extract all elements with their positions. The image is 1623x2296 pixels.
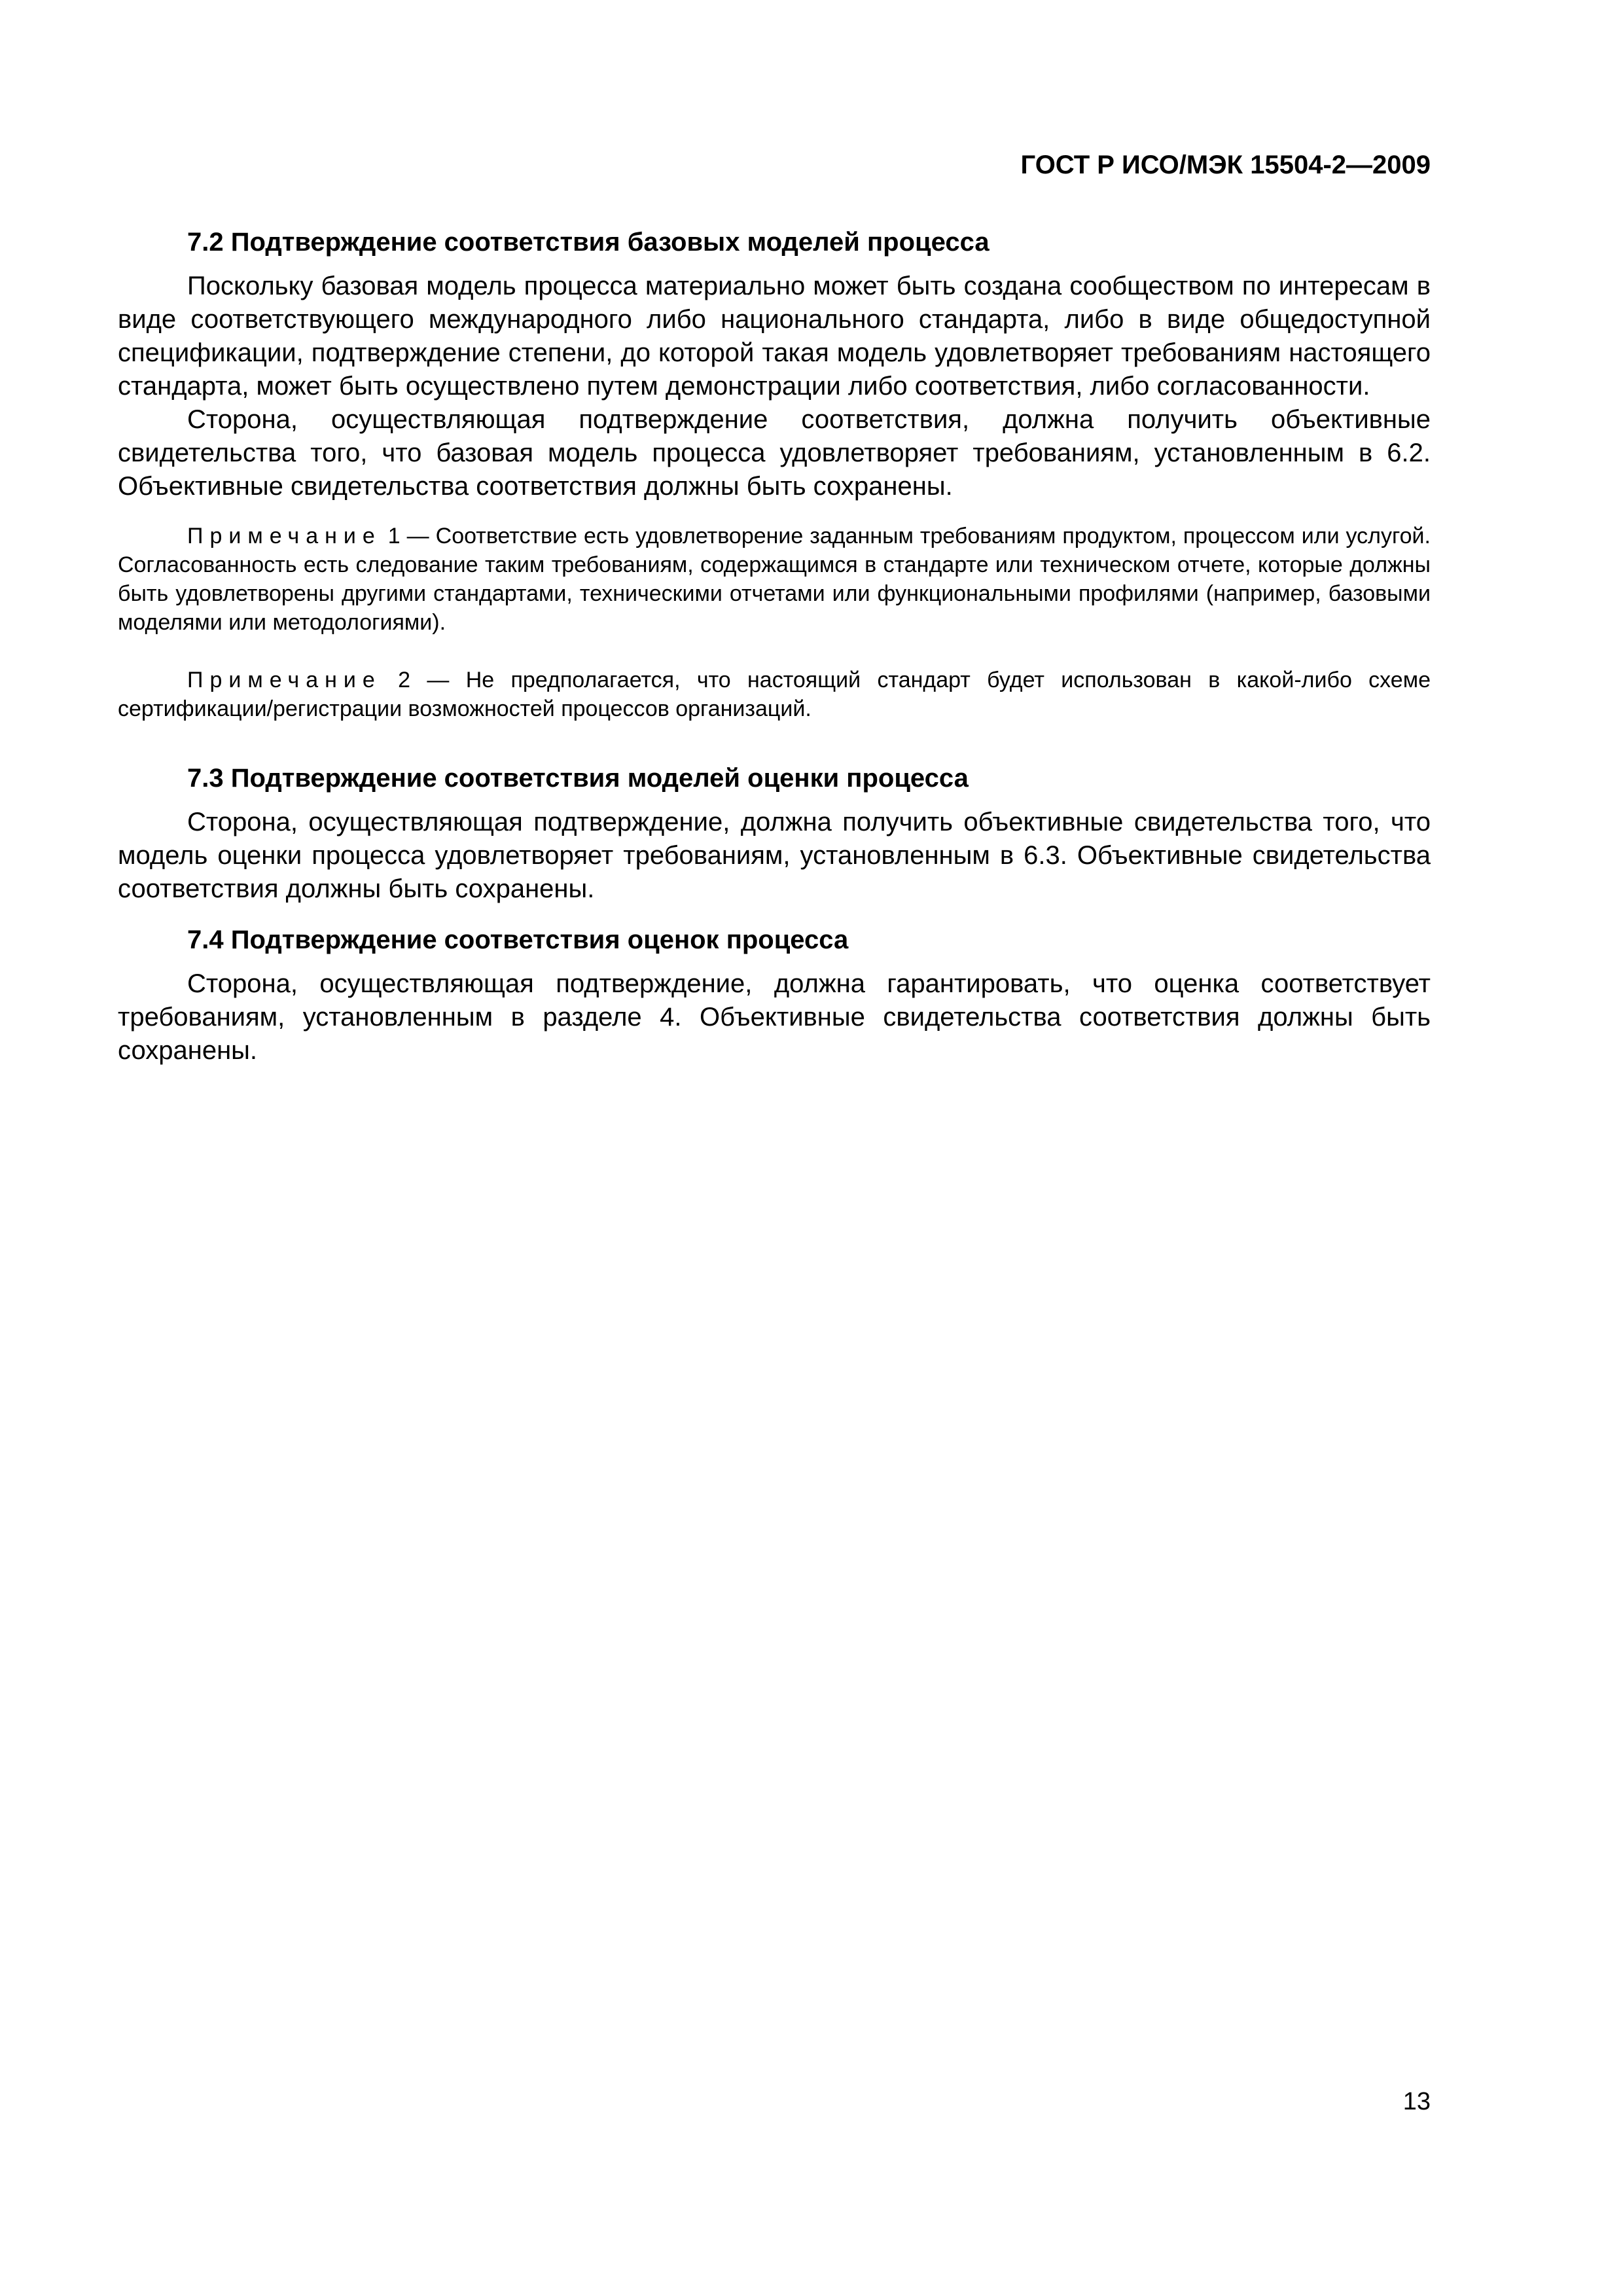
paragraph: Сторона, осуществляющая подтверждение, должна получить объективные свидетельства того, что модель оценки процесса удовлетворяет требованиям, установленным в 6.3. Объективные свидетельства соответствия должны быть сохранены. <box>118 808 1431 903</box>
page-body <box>118 225 1431 1067</box>
document-designation: ГОСТ Р ИСО/МЭК 15504-2—2009 <box>1020 151 1431 179</box>
section-heading-7-4: 7.4 Подтверждение соответствия оценок процесса <box>187 925 849 954</box>
note-text: 1 — Соответствие есть удовлетворение заданным требованиям продуктом, процессом или услугой. Согласованность есть следование таким требованиям, содержащимся в стандарте или техническом отчете, которые должны быть удовлетворены другими стандартами, техническими отчетами или функциональными профилями (например, базовыми моделями или методологиями). <box>118 524 1431 635</box>
section-heading-7-3: 7.3 Подтверждение соответствия моделей оценки процесса <box>187 764 969 793</box>
note-2 <box>118 666 1431 723</box>
page-number: 13 <box>1402 2088 1431 2115</box>
paragraph: Сторона, осуществляющая подтверждение, должна гарантировать, что оценка соответствует требованиям, установленным в разделе 4. Объективные свидетельства соответствия должны быть сохранены. <box>118 969 1431 1065</box>
section-heading-7-2: 7.2 Подтверждение соответствия базовых моделей процесса <box>187 228 990 257</box>
note-1 <box>118 522 1431 637</box>
note-text: 2 — Не предполагается, что настоящий стандарт будет использован в какой-либо схеме сертификации/регистрации возможностей процессов организаций. <box>118 668 1431 721</box>
paragraph: Поскольку базовая модель процесса материально может быть создана сообществом по интересам в виде соответствующего международного либо национального стандарта, либо в виде общедоступной спецификации, подтверждение степени, до которой такая модель удовлетворяет требованиям настоящего стандарта, может быть осуществлено путем демонстрации либо соответствия, либо согласованности. <box>118 272 1431 401</box>
note-label: Примечание <box>187 524 382 548</box>
note-label: Примечание <box>187 668 382 692</box>
paragraph: Сторона, осуществляющая подтверждение соответствия, должна получить объективные свидетельства того, что базовая модель процесса удовлетворяет требованиям, установленным в 6.2. Объективные свидетельства соответствия должны быть сохранены. <box>118 405 1431 501</box>
